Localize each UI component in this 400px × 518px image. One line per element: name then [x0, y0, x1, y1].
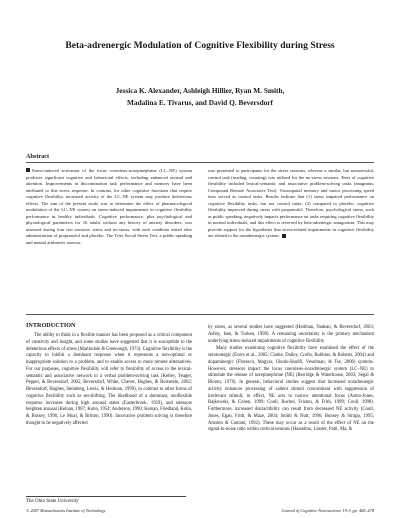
abstract-right-column: [208, 168, 374, 240]
journal-citation: Journal of Cognitive Neuroscience 19:3, pp. 468–478: [281, 508, 374, 513]
abstract-heading: Abstract: [26, 153, 50, 160]
introduction-paragraph: Many studies examining cognitive flexibility have examined the effect of the serotonergic (Evers et al., 2005; Clarke, Dailey, Crofts, Robbins, & Roberts, 2004) and dopaminergic (Floresco, Magyar, Ghods-Sharifi, Vexelman, & Tse, 2006) systems. However, stressors impact the locus coeruleus–noradrenergic system (LC–NE) to stimulate the release of norepinephrine (NE) (Berridge & Waterhouse, 2003; Segal & Bloom, 1976). In general, behavioral studies suggest that increased noradrenergic activity enhances processing of salient stimuli concomitant with suppression of irrelevant stimuli; in effect, NE acts to narrow attentional focus (Aston-Jones, Rajkowski, & Cohen, 1999; Coull, Buchel, Friston, & Frith, 1999; Coull, 1998). Furthermore, increased distractibility can result from decreased NE activity (Coull, Jones, Egan, Frith, & Maze, 2004; Smith & Nutt, 1996; Bunsey & Strupp, 1995; Arnsten & Contant, 1992). These may occur as a result of the effect of NE on the signal-to-noise ratio within cortical neurons (Hasselmo, Linster, Patil, Ma, &: [208, 346, 374, 433]
abstract-left-column: [26, 168, 192, 247]
abstract-top-rule: [26, 162, 374, 163]
introduction-paragraph: by stress, as several studies have suggested (Heilman, Nadeau, & Beversdorf, 2003; Ashby, Isen, & Turken, 1999). A remaining uncertainty is the primary mechanism underlying stress-induced impairments of cognitive flexibility.: [208, 325, 374, 344]
footnote-rule: [26, 496, 186, 497]
article-title: Beta-adrenergic Modulation of Cognitive Flexibility during Stress: [65, 40, 335, 51]
introduction-right-column: [208, 325, 374, 434]
introduction-left-column: [26, 333, 192, 428]
abstract-start-marker-icon: [26, 168, 30, 172]
abstract-text-left: Stress-induced activation of the locus coeruleus–norepinephrine (LC–NE) system produces significant cognitive and behavioral effects, including enhanced arousal and attention. Improvements in discrimination task performance and memory have been attributed to this stress response. In contrast, for other cognitive functions that require cognitive flexibility, increased activity of the LC–NE system may produce deleterious effects. The aim of the present study was to determine the effect of pharmacological modulation of the LC–NE system on stress-induced impairments in cognitive flexibility performance in healthy individuals. Cognitive performance, plus psychological and physiological parameters for 16 adults without any history of anxiety disorders, was assessed during four test sessions: stress and no-stress, with each condition tested after administration of propranolol and placebo. The Trier Social Stress Test, a public-speaking and mental arithmetic stressor,: [26, 168, 192, 246]
abstract-text-right: was presented to participants for the stress sessions, whereas a similar, but nonstressful, control task (reading, counting) was utilized for the no-stress sessions. Tests of cognitive flexibility included lexical-semantic and associative problem-solving tasks (anagrams, Compound Remote Associates Test). Visuospatial memory and motor processing speed tests served as control tasks. Results indicate that (1) stress impaired performance on cognitive flexibility tasks, but not control tasks; (2) compared to placebo, cognitive flexibility improved during stress with propranolol. Therefore, psychological stress, such as public speaking, negatively impacts performance on tasks requiring cognitive flexibility in normal individuals, and this effect is reversed by beta-adrenergic antagonism. This may provide support for the hypothesis that stress-related impairments in cognitive flexibility are related to the noradrenergic system.: [208, 168, 374, 239]
introduction-paragraph: The ability to think in a flexible manner has been proposed as a critical component of creativity and insight, and some studies have suggested that it is susceptible to the deleterious effects of stress (Martindale & Greenough, 1973). Cognitive flexibility is the capacity to inhibit a dominant response when it represents a non-optimal or inappropriate solution to a problem, and to enable access to more remote alternatives. For our purposes, cognitive flexibility will refer to flexibility of access to the lexical-semantic and associative network in a verbal problem-solving task (Kelley, Yeager, Pepper, & Beversdorf, 2005; Beversdorf, White, Chever, Hughes, & Bornstein, 2002; Beversdorf, Hughes, Steinberg, Lewis, & Heilman, 1999), in contrast to other forms of cognitive flexibility such as set-shifting. The likelihood of a dominant, nonflexible response increases during high arousal states (Easterbrook, 1959), and stressors heighten arousal (Keinan, 1987; Kohn, 1954; Anderson, 1990; Keinan, Friedland, Kohn, & Bussey, 1996; Le Moal, & Britton, 1990). Innovative problem solving is therefore thought to be negatively affected: [26, 333, 192, 426]
copyright-notice: © 2007 Massachusetts Institute of Technology: [26, 508, 106, 513]
author-list: [40, 85, 360, 108]
abstract-bottom-rule: [26, 314, 374, 315]
introduction-heading: INTRODUCTION: [26, 322, 76, 329]
author-affiliation: The Ohio State University: [26, 499, 79, 504]
author-line-2: Madalina E. Tivarus, and David Q. Beversdorf: [127, 97, 273, 107]
author-line-1: Jessica K. Alexander, Ashleigh Hillier, Ryan M. Smith,: [115, 86, 285, 95]
abstract-end-marker-icon: [282, 234, 286, 238]
